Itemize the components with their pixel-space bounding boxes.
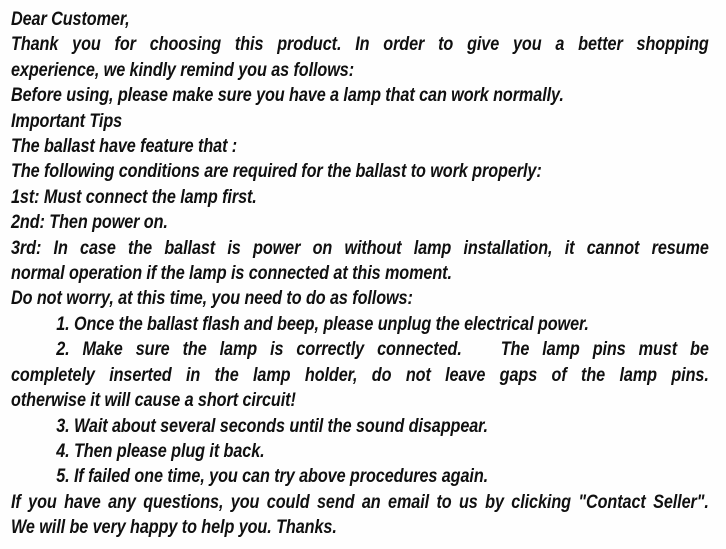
text-line: experience, we kindly remind you as follows:	[11, 59, 355, 81]
text-line: If you have any questions, you could send an email to us by clicking "Contact Seller".	[11, 491, 709, 513]
notice-text-block	[11, 7, 709, 541]
text-line: normal operation if the lamp is connected at this moment.	[11, 263, 452, 285]
text-line: 5. If failed one time, you can try above procedures again.	[56, 466, 489, 488]
text-line: Thank you for choosing this product. In order to give you a better shopping	[11, 34, 709, 56]
text-line: Do not worry, at this time, you need to do as follows:	[11, 288, 413, 310]
text-line: 1st: Must connect the lamp first.	[11, 186, 257, 208]
text-line: Before using, please make sure you have a lamp that can work normally.	[11, 85, 564, 107]
text-line: 2. Make sure the lamp is correctly connected. The lamp pins must be	[56, 339, 709, 361]
text-line: Dear Customer,	[11, 9, 130, 30]
text-line: 2nd: Then power on.	[11, 212, 168, 234]
text-line: We will be very happy to help you. Thanks.	[11, 517, 337, 539]
text-line: otherwise it will cause a short circuit!	[11, 390, 296, 412]
text-line: 3rd: In case the ballast is power on without lamp installation, it cannot resume	[11, 237, 709, 259]
text-line: 1. Once the ballast flash and beep, please unplug the electrical power.	[56, 313, 589, 335]
text-line: The ballast have feature that :	[11, 136, 238, 158]
text-line: 3. Wait about several seconds until the sound disappear.	[56, 415, 488, 437]
text-line: Important Tips	[11, 110, 123, 132]
text-line: completely inserted in the lamp holder, do not leave gaps of the lamp pins.	[11, 364, 709, 386]
text-line: The following conditions are required for the ballast to work properly:	[11, 161, 542, 183]
text-line: 4. Then please plug it back.	[56, 440, 265, 462]
